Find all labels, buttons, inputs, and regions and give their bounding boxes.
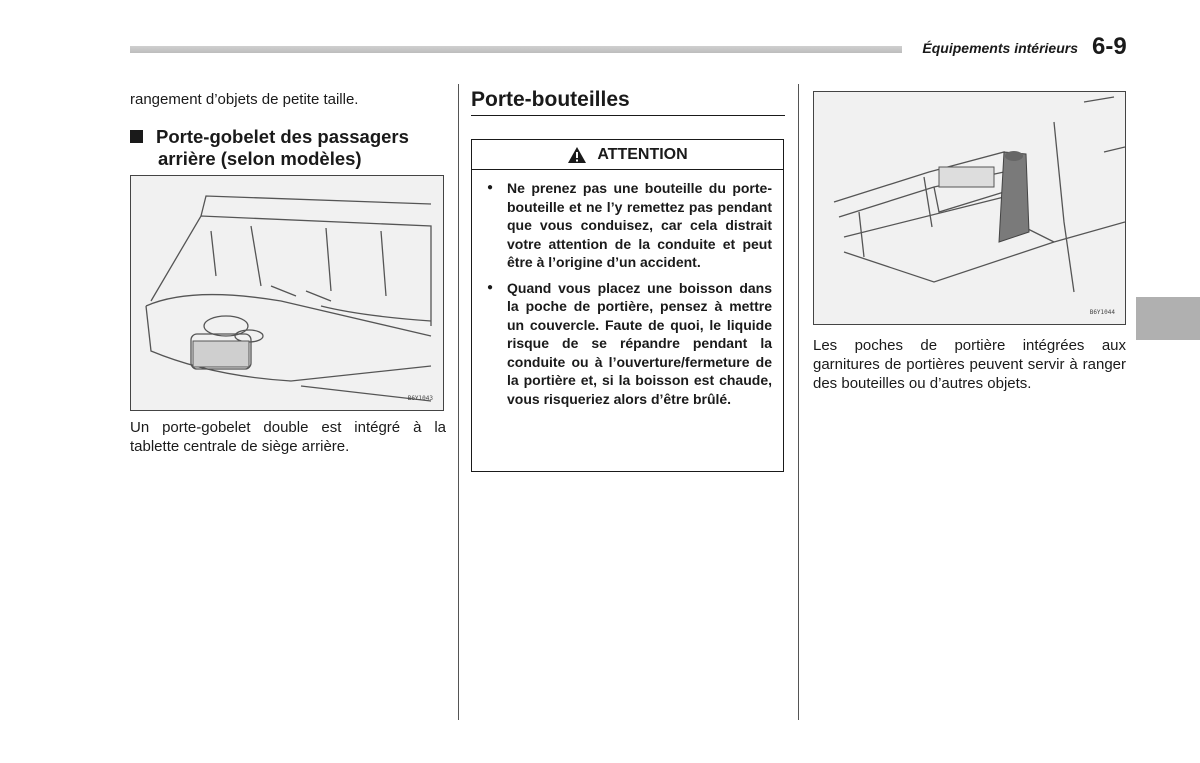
cupholder-caption: Un porte-gobelet double est intégré à la tablette centrale de siège arrière. xyxy=(130,419,446,455)
door-pocket-caption: Les poches de portière intégrées aux garnitures de portières peuvent servir à ranger des bouteilles ou d’autres objets. xyxy=(813,337,1126,392)
section-title: Équipements intérieurs xyxy=(922,40,1078,56)
warning-text-1: Ne prenez pas une bouteille du porte-bouteille et ne l’y remettez pas pendant que vous conduisez, car cela distrait votre attention de la conduite et peut être à l’origine d’un accident. xyxy=(507,180,772,270)
warning-text-2: Quand vous placez une boisson dans la poche de portière, pensez à mettre un couvercle. Faute de quoi, le liquide risque de se répandre pendant la conduite ou à l’ouverture/fermeture de la portière et, si la boisson est chaude, vous risqueriez alors d’être brûlé. xyxy=(507,279,772,407)
cupholder-heading-line1: Porte-gobelet des passagers xyxy=(156,126,409,147)
header-rule xyxy=(130,46,902,53)
rear-seat-drawing xyxy=(131,176,443,410)
warning-list xyxy=(472,170,783,408)
rear-seat-cupholder-illustration xyxy=(130,175,444,411)
intro-text: rangement d’objets de petite taille. xyxy=(130,91,359,108)
column-divider-1 xyxy=(458,84,459,720)
door-pocket-drawing xyxy=(814,92,1125,324)
cupholder-heading-line2: arrière (selon modèles) xyxy=(158,148,362,169)
attention-box xyxy=(471,139,784,472)
bottle-holder-heading: Porte-bouteilles xyxy=(471,88,785,116)
figure-code-2: B6Y1044 xyxy=(1089,309,1115,316)
figure-code-1: B6Y1043 xyxy=(407,395,433,402)
cupholder-heading xyxy=(130,126,446,170)
attention-header xyxy=(472,140,783,170)
warning-item xyxy=(487,279,772,409)
bullet-icon: ● xyxy=(487,281,494,293)
square-marker-icon xyxy=(130,130,143,143)
bullet-icon: ● xyxy=(487,182,494,193)
warning-item xyxy=(487,179,772,272)
column-divider-2 xyxy=(798,84,799,720)
page-number: 6-9 xyxy=(1092,33,1127,60)
door-pocket-illustration xyxy=(813,91,1126,325)
chapter-tab xyxy=(1136,297,1200,340)
warning-triangle-icon xyxy=(567,146,587,164)
attention-label: ATTENTION xyxy=(597,145,688,163)
